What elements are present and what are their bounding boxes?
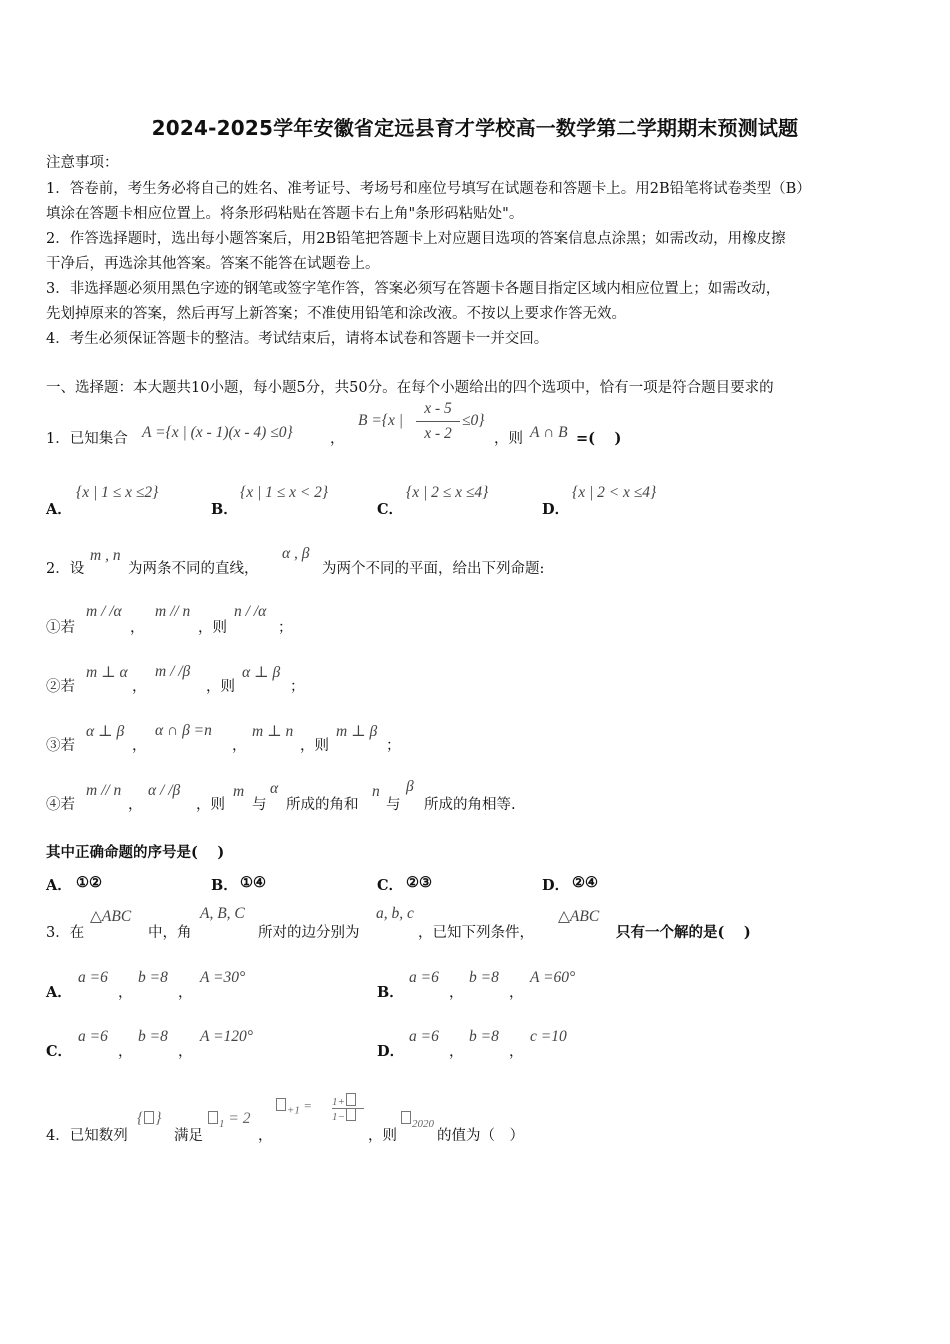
q3-option-b-sep-2: ， [509, 985, 524, 1001]
q2-option-b-label: B． [211, 877, 238, 894]
q2-prop-2-then: ，则 [206, 679, 235, 695]
q1-set-b-post: ≤0} [462, 412, 485, 429]
q4-a2020 [400, 1110, 434, 1130]
q2-prefix: 2．设 [46, 561, 85, 577]
q1-option-a: {x | 1 ≤ x ≤2} [76, 484, 159, 501]
q3-triangle-2: △ABC [558, 908, 600, 925]
section-heading: 一、选择题：本大题共10小题，每小题5分，共50分。在每个小题给出的四个选项中，恰有一项是符合题目要求的 [46, 380, 774, 396]
q1-expr: A ∩ B [530, 424, 568, 441]
q3-text-3: ，已知下列条件， [418, 925, 534, 941]
q4-rec-den [332, 1108, 357, 1123]
q2-prop-2-c: α ⊥ β [242, 664, 281, 681]
q3-option-a-sep-2: ， [178, 985, 193, 1001]
q1-option-d-label: D． [542, 501, 570, 518]
q3-option-d-p1: a =6 [409, 1028, 439, 1045]
q3-option-c-p1: a =6 [78, 1028, 108, 1045]
q1-ask: ，则 [494, 431, 523, 447]
q4-recurrence: $_{+1}$ = [275, 1098, 312, 1117]
q1-option-a-label: A． [46, 501, 72, 518]
q3-option-c-sep-2: ， [178, 1044, 193, 1060]
q2-prop-3-then: ，则 [300, 738, 329, 754]
q3-option-d-p3: c =10 [530, 1028, 567, 1045]
q4-rec-num [332, 1093, 357, 1108]
q2-option-c: ②③ [406, 874, 432, 891]
q4-a1-value: = 2 [228, 1110, 251, 1127]
q1-set-b-num: x - 5 [424, 400, 452, 417]
a-symbol-icon [401, 1111, 411, 1124]
q3-option-a-sep-1: ， [118, 985, 133, 1001]
q2-prop-1-a: m / /α [86, 603, 122, 620]
q3-option-b-label: B． [377, 984, 404, 1001]
q2-prop-2-end: ； [290, 679, 305, 695]
notice-line-5: 3．非选择题必须用黑色字迹的钢笔或签字笔作答，答案必须写在答题卡各题目指定区域内相应位置上；如需改动， [46, 281, 781, 297]
q2-text-2: 为两个不同的平面，给出下列命题: [322, 561, 545, 577]
q2-prop-1-num: ①若 [46, 620, 75, 636]
q3-option-b-p2: b =8 [469, 969, 499, 986]
q2-prop-3-sep-1: ， [132, 738, 147, 754]
sequence-symbol-icon [144, 1111, 154, 1124]
q2-prop-3-num: ③若 [46, 738, 75, 754]
q2-option-a-label: A． [46, 877, 72, 894]
q1-option-d: {x | 2 < x ≤4} [572, 484, 657, 501]
q1-option-b-label: B． [211, 501, 238, 518]
q1-tail: =( ) [576, 430, 622, 447]
q4-sequence: { } [137, 1110, 162, 1127]
q3-option-c-p2: b =8 [138, 1028, 168, 1045]
q1-comma: ， [330, 431, 345, 447]
q2-prop-4-sep: ， [128, 797, 143, 813]
a-symbol-icon [346, 1108, 356, 1121]
q2-prop-4-num: ④若 [46, 797, 75, 813]
q2-option-d: ②④ [572, 874, 598, 891]
q3-angles: A, B, C [200, 905, 245, 922]
q3-text-4: 只有一个解的是( ) [616, 924, 751, 941]
notice-heading: 注意事项： [46, 155, 119, 171]
q2-ask: 其中正确命题的序号是( ) [46, 844, 225, 861]
notice-line-4: 干净后，再选涂其他答案。答案不能答在试题卷上。 [46, 256, 380, 272]
q4-a1 [207, 1110, 250, 1130]
q4-text-1: 满足 [174, 1128, 203, 1144]
q1-option-b: {x | 1 ≤ x < 2} [240, 484, 329, 501]
q2-prop-1-then: ，则 [198, 620, 227, 636]
q2-prop-1-c: n / /α [234, 603, 267, 620]
q3-option-a-p2: b =8 [138, 969, 168, 986]
q2-prop-3-a: α ⊥ β [86, 723, 125, 740]
a-symbol-icon [208, 1111, 218, 1124]
q2-prop-3-sep-2: ， [232, 738, 247, 754]
q2-prop-1-end: ； [278, 620, 293, 636]
q1-option-c: {x | 2 ≤ x ≤4} [406, 484, 489, 501]
q2-prop-2-sep: ， [132, 679, 147, 695]
notice-line-2: 填涂在答题卡相应位置上。将条形码粘贴在答题卡右上角"条形码粘贴处"。 [46, 206, 524, 222]
notice-line-6: 先划掉原来的答案，然后再写上新答案；不准使用铅笔和涂改液。不按以上要求作答无效。 [46, 306, 626, 322]
q2-option-d-label: D． [542, 877, 570, 894]
q3-option-a-p1: a =6 [78, 969, 108, 986]
q2-prop-4-d: α [270, 780, 279, 797]
q2-prop-4-then: ，则 [196, 797, 225, 813]
q2-prop-4-t5: 与 [386, 797, 401, 813]
q2-prop-1-b: m // n [155, 603, 191, 620]
q1-option-c-label: C． [377, 501, 404, 518]
q1-set-b-den: x - 2 [424, 425, 452, 442]
q2-planes-ab: α , β [282, 545, 310, 562]
q2-prop-1-sep: ， [130, 620, 145, 636]
q2-lines-mn: m , n [90, 547, 121, 564]
q1-fraction-bar [416, 421, 460, 422]
q4-text-4: 的值为（ ） [437, 1128, 524, 1144]
q2-option-c-label: C． [377, 877, 404, 894]
notice-line-1: 1．答卷前，考生务必将自己的姓名、准考证号、考场号和座位号填写在试题卷和答题卡上。用2B铅笔将试卷类型（B） [46, 181, 811, 197]
q2-prop-3-end: ； [386, 738, 401, 754]
q2-prop-4-t6: 所成的角相等. [424, 797, 516, 813]
q2-prop-4-f: β [406, 778, 414, 795]
q2-prop-2-num: ②若 [46, 679, 75, 695]
q2-text-1: 为两条不同的直线， [128, 561, 259, 577]
q3-option-b-p1: a =6 [409, 969, 439, 986]
q4-text-3: ，则 [368, 1128, 397, 1144]
q3-text-1: 中，角 [148, 925, 192, 941]
page-title: 2024-2025学年安徽省定远县育才学校高一数学第二学期期末预测试题 [151, 116, 799, 140]
q2-prop-3-b2: m ⊥ n [252, 723, 294, 740]
q3-option-c-label: C． [46, 1043, 73, 1060]
q4-rec-num-text: 1+ [332, 1096, 345, 1108]
notice-line-3: 2．作答选择题时，选出每小题答案后，用2B铅笔把答题卡上对应题目选项的答案信息点涂黑；如需改动，用橡皮擦 [46, 231, 786, 247]
q3-option-d-sep-2: ， [509, 1044, 524, 1060]
q3-option-a-label: A． [46, 984, 72, 1001]
q4-a2020-sub: 2020 [412, 1118, 434, 1131]
q3-option-b-sep-1: ， [449, 985, 464, 1001]
q3-option-d-label: D． [377, 1043, 405, 1060]
q3-option-b-p3: A =60° [530, 969, 576, 986]
q2-prop-4-a: m // n [86, 782, 122, 799]
q2-prop-4-t3: 与 [252, 797, 267, 813]
a-symbol-icon [276, 1098, 286, 1111]
notice-line-7: 4．考生必须保证答题卡的整洁。考试结束后，请将本试卷和答题卡一并交回。 [46, 331, 549, 347]
q4-a1-sub: 1 [219, 1118, 225, 1131]
q2-prop-4-b: α / /β [148, 782, 181, 799]
q3-option-c-p3: A =120° [200, 1028, 253, 1045]
a-symbol-icon [346, 1093, 356, 1106]
q4-prefix: 4．已知数列 [46, 1128, 128, 1144]
q2-prop-3-b: α ∩ β =n [155, 722, 212, 739]
q3-triangle: △ABC [90, 908, 132, 925]
q3-option-c-sep-1: ， [118, 1044, 133, 1060]
q4-text-2: ， [258, 1128, 273, 1144]
q1-prefix: 1．已知集合 [46, 431, 128, 447]
q2-prop-4-t4: 所成的角和 [286, 797, 359, 813]
q2-prop-2-a: m ⊥ α [86, 664, 128, 681]
q2-prop-3-c: m ⊥ β [336, 723, 378, 740]
q4-rec-sub: +1 [287, 1104, 300, 1117]
q1-set-a: A ={x | (x - 1)(x - 4) ≤0} [142, 424, 293, 441]
q2-option-b: ①④ [240, 874, 266, 891]
q2-prop-4-e: n [372, 783, 380, 800]
q2-prop-4-c: m [233, 783, 245, 800]
q3-option-d-p2: b =8 [469, 1028, 499, 1045]
q2-option-a: ①② [76, 874, 102, 891]
q3-text-2: 所对的边分别为 [258, 925, 360, 941]
q3-option-a-p3: A =30° [200, 969, 246, 986]
q3-prefix: 3．在 [46, 925, 85, 941]
q3-sides: a, b, c [376, 905, 414, 922]
q2-prop-2-b: m / /β [155, 663, 191, 680]
q1-set-b-pre: B ={x | [358, 412, 404, 429]
q4-rec-den-text: 1− [332, 1111, 345, 1123]
q3-option-d-sep-1: ， [449, 1044, 464, 1060]
